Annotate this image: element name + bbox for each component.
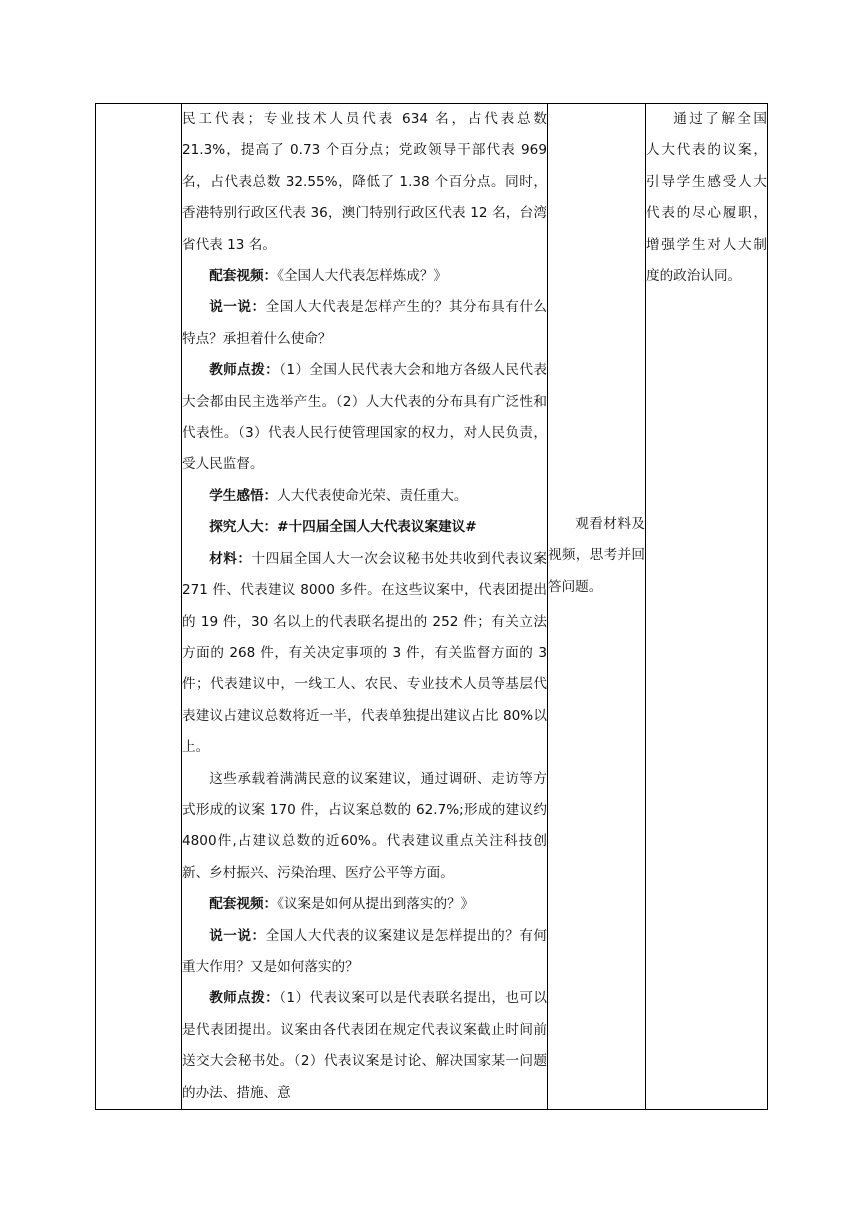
paragraph-teacher-2 bbox=[182, 983, 547, 1109]
teaching-content-cell bbox=[182, 104, 548, 1110]
student-label: 学生感悟： bbox=[209, 487, 278, 504]
student-activity-cell bbox=[548, 104, 646, 1110]
say-text: 全国人大代表是怎样产生的？其分布具有什么特点？承担着什么使命？ bbox=[182, 299, 548, 347]
design-intent-text: 通过了解全国人大代表的议案，引导学生感受人大代表的尽心履职，增强学生对人大制度的政治认同。 bbox=[646, 111, 767, 285]
say-label: 说一说： bbox=[209, 299, 266, 316]
lesson-plan-table bbox=[95, 103, 768, 1110]
paragraph-delegate-stats: 民工代表；专业技术人员代表 634 名，占代表总数 21.3%，提高了 0.73 个百分点；党政领导干部代表 969 名，占代表总数 32.55%，降低了 1.38 个百分点。同时，香港特别行政区代表 36，澳门特别行政区代表 12 名，台湾省代表 13 名。 bbox=[182, 111, 547, 253]
paragraph-student bbox=[182, 481, 547, 512]
table-row bbox=[96, 104, 768, 1110]
teacher-text: （1）全国人民代表大会和地方各级人民代表大会都由民主选举产生。（2）人大代表的分布具有广泛性和代表性。（3）代表人民行使管理国家的权力，对人民负责，受人民监督。 bbox=[182, 362, 547, 473]
design-intent-cell bbox=[646, 104, 768, 1110]
video-title: 《全国人大代表怎样炼成？》 bbox=[277, 268, 448, 285]
video-title: 《议案是如何从提出到落实的？》 bbox=[277, 896, 475, 913]
teacher-label: 教师点拨： bbox=[209, 990, 280, 1007]
paragraph-say-2 bbox=[182, 921, 547, 984]
paragraph-teacher-1 bbox=[182, 355, 547, 481]
say-text: 全国人大代表的议案建议是怎样提出的？有何重大作用？又是如何落实的？ bbox=[182, 927, 548, 975]
video-label: 配套视频： bbox=[209, 896, 278, 913]
paragraph-say-1 bbox=[182, 292, 547, 355]
material-text: 十四届全国人大一次会议秘书处共收到代表议案 271 件、代表建议 8000 多件。在这些议案中，代表团提出的 19 件，30 名以上的代表联名提出的 252 件；有关立法方面的 268 件，有关决定事项的 3 件，有关监督方面的 3 件；代表建议中，一线工人、农民、专业技术人员等基层代表建议占建议总数将近一半，代表单独提出建议占比 80%以上。 bbox=[182, 550, 548, 756]
teacher-text: （1）代表议案可以是代表联名提出，也可以是代表团提出。议案由各代表团在规定代表议案截止时间前送交大会秘书处。（2）代表议案是讨论、解决国家某一问题的办法、措施、意 bbox=[182, 990, 547, 1101]
say-label: 说一说： bbox=[209, 927, 266, 944]
empty-step-cell bbox=[96, 104, 182, 1110]
student-activity-text: 观看材料及视频，思考并回答问题。 bbox=[548, 516, 645, 595]
paragraph-proposals: 这些承载着满满民意的议案建议，通过调研、走访等方式形成的议案 170 件，占议案总数的 62.7%;形成的建议约4800件,占建议总数的近60%。代表建议重点关注科技创新、乡村振兴、污染治理、医疗公平等方面。 bbox=[182, 770, 547, 881]
video-label: 配套视频： bbox=[209, 268, 278, 285]
paragraph-video-1 bbox=[182, 261, 547, 292]
paragraph-material bbox=[182, 544, 547, 764]
material-label: 材料： bbox=[209, 550, 252, 567]
student-text: 人大代表使命光荣、责任重大。 bbox=[277, 487, 468, 504]
explore-heading: 探究人大：#十四届全国人大代表议案建议# bbox=[209, 519, 477, 536]
teacher-label: 教师点拨： bbox=[209, 362, 280, 379]
paragraph-video-2 bbox=[182, 889, 547, 920]
